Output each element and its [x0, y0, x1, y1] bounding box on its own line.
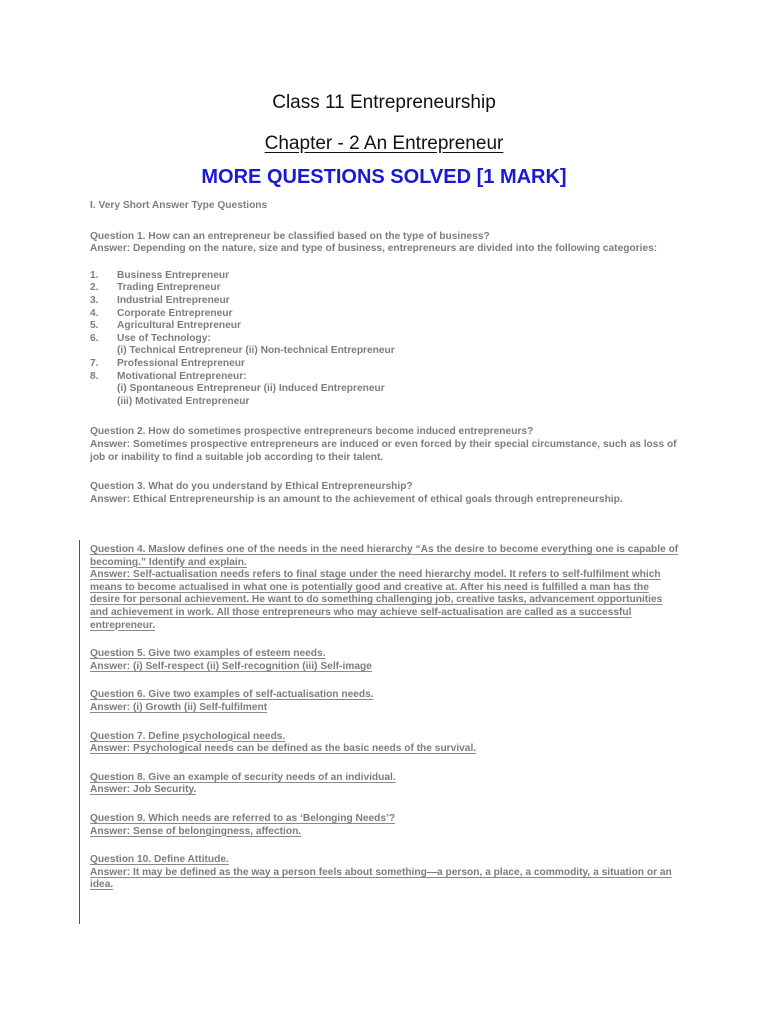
- list-subitem: (iii) Motivated Entrepreneur: [117, 395, 250, 407]
- list-item: 3. Industrial Entrepreneur: [90, 294, 230, 306]
- questions-upper: [90, 200, 680, 506]
- question-block-5: [90, 648, 680, 673]
- question-text: Question 5. Give two examples of esteem needs.: [90, 648, 326, 660]
- list-item: 7. Professional Entrepreneur: [90, 357, 245, 369]
- answer-text: Answer: Sense of belongingness, affection.: [90, 825, 302, 837]
- answer-text: Answer: Job Security.: [90, 784, 197, 796]
- question-block-1: [90, 231, 680, 409]
- question-block-9: [90, 813, 680, 838]
- answer-text: Answer: It may be defined as the way a person feels about something—a person, a place, a commodity, a situation or an idea.: [90, 866, 672, 891]
- answer-text: Answer: (i) Growth (ii) Self-fulfilment: [90, 701, 268, 713]
- list-item: 4. Corporate Entrepreneur: [90, 307, 233, 319]
- answer-text: Answer: Depending on the nature, size and type of business, entrepreneurs are divided into the following categories:: [90, 243, 658, 255]
- question-text: Question 1. How can an entrepreneur be classified based on the type of business?: [90, 230, 490, 242]
- question-text: Question 2. How do sometimes prospective entrepreneurs become induced entrepreneurs?: [90, 426, 534, 438]
- list-subitem: (i) Spontaneous Entrepreneur (ii) Induced Entrepreneur: [117, 383, 385, 395]
- question-block-2: [90, 426, 680, 464]
- list-item: 6. Use of Technology:: [90, 332, 211, 344]
- question-block-6: [90, 689, 680, 714]
- question-text: Question 9. Which needs are referred to as ‘Belonging Needs’?: [90, 812, 396, 824]
- document-title: Class 11 Entrepreneurship: [272, 92, 496, 113]
- question-block-4: [90, 544, 680, 632]
- answer-text: Answer: Sometimes prospective entrepreneurs are induced or even forced by their special circumstance, such as loss of job or inability to find a suitable job according to their talent.: [90, 438, 677, 463]
- question-block-3: [90, 481, 680, 506]
- section-banner: MORE QUESTIONS SOLVED [1 MARK]: [201, 166, 567, 188]
- list-item: 2. Trading Entrepreneur: [90, 282, 221, 294]
- answer-text: Answer: Self-actualisation needs refers to final stage under the need hierarchy model. It refers to self-fulfilment which means to become actualised in what one is potentially good and creative at. After his need is fulfilled a man has the desire for personal achievement. He want to do something challenging job, creative tasks, advancement opportunities and achievement in work. All those entrepreneurs who may achieve self-actualisation are called as a successful entrepreneur.: [90, 569, 663, 631]
- questions-lower: [90, 544, 680, 892]
- list-item: 1. Business Entrepreneur: [90, 269, 230, 281]
- question-text: Question 10. Define Attitude.: [90, 854, 229, 866]
- question-text: Question 4. Maslow defines one of the needs in the need hierarchy “As the desire to become everything one is capable of becoming.” Identify and explain.: [90, 544, 679, 568]
- answer-text: Answer: Ethical Entrepreneurship is an amount to the achievement of ethical goals through entrepreneurship.: [90, 493, 623, 505]
- question-block-7: [90, 731, 680, 756]
- question-text: Question 6. Give two examples of self-actualisation needs.: [90, 689, 374, 701]
- list-item: 8. Motivational Entrepreneur:: [90, 370, 247, 382]
- section-heading: I. Very Short Answer Type Questions: [90, 200, 268, 211]
- answer-text: Answer: Psychological needs can be defined as the basic needs of the survival.: [90, 743, 477, 755]
- question-block-10: [90, 854, 680, 892]
- question-text: Question 3. What do you understand by Ethical Entrepreneurship?: [90, 481, 413, 493]
- list-subitem: (i) Technical Entrepreneur (ii) Non-technical Entrepreneur: [117, 345, 395, 357]
- question-text: Question 8. Give an example of security needs of an individual.: [90, 771, 396, 783]
- chapter-title: Chapter - 2 An Entrepreneur: [264, 133, 504, 154]
- question-block-8: [90, 772, 680, 797]
- list-item: 5. Agricultural Entrepreneur: [90, 320, 241, 332]
- answer-text: Answer: (i) Self-respect (ii) Self-recognition (iii) Self-image: [90, 660, 372, 672]
- category-list: [90, 270, 680, 409]
- question-text: Question 7. Define psychological needs.: [90, 730, 286, 742]
